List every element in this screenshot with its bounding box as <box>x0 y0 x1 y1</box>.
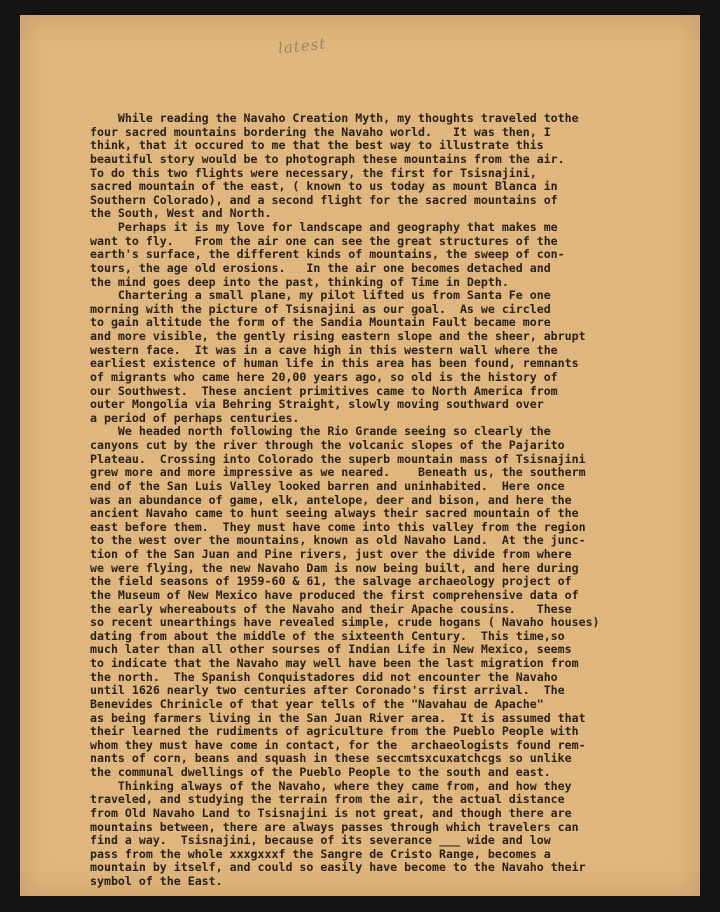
text-line: pass from the whole xxxgxxxf the Sangre de Cristo Range, becomes a <box>90 846 551 861</box>
text-line: outer Mongolia via Behring Straight, slowly moving southward over <box>90 397 544 412</box>
text-line: We headed north following the Rio Grande seeing so clearly the <box>90 424 551 439</box>
text-line: to gain altitude the form of the Sandia Mountain Fault became more <box>90 315 551 330</box>
text-line: our Southwest. These ancient primitives came to North America from <box>90 383 558 398</box>
text-line: four sacred mountains bordering the Navaho world. It was then, I <box>90 124 551 139</box>
text-line: earth's surface, the different kinds of mountains, the sweep of con- <box>90 247 565 262</box>
text-line: beautiful story would be to photograph these mountains from the air. <box>90 151 565 166</box>
text-line: end of the San Luis Valley looked barren and uninhabited. Here once <box>90 478 565 493</box>
text-line: Southern Colorado), and a second flight for the sacred mountains of <box>90 192 558 207</box>
text-line: mountains between, there are always passes through which travelers can <box>90 819 579 834</box>
text-line: To do this two flights were necessary, the first for Tsisnajini, <box>90 165 537 180</box>
text-line: we were flying, the new Navaho Dam is now being built, and here during <box>90 560 579 575</box>
text-line: and more visible, the gently rising eastern slope and the sheer, abrupt <box>90 329 586 343</box>
text-line: Plateau. Crossing into Colorado the superb mountain mass of Tsisnajini <box>90 451 586 466</box>
text-line: the field seasons of 1959-60 & 61, the salvage archaeology project of <box>90 574 572 589</box>
text-line: a period of perhaps centuries. <box>90 410 300 425</box>
text-line: symbol of the East. <box>90 874 223 888</box>
text-line: canyons cut by the river through the volcanic slopes of the Pajarito <box>90 438 565 452</box>
text-line: of migrants who came here 20,00 years ago, so old is the history of <box>90 369 558 384</box>
text-line: find a way. Tsisnajini, because of its severance ___ wide and low <box>90 833 551 848</box>
text-line: earliest existence of human life in this area has been found, remnants <box>90 356 579 371</box>
text-line: While reading the Navaho Creation Myth, my thoughts traveled tothe <box>90 111 579 125</box>
text-line: so recent unearthings have revealed simple, crude hogans ( Navaho houses) <box>90 615 600 630</box>
text-line: Perhaps it is my love for landscape and geography that makes me <box>90 220 558 234</box>
text-line: until 1626 nearly two centuries after Coronado's first arrival. The <box>90 683 565 698</box>
text-line: nants of corn, beans and squash in these seccmtsxcuxatchcgs so unlike <box>90 751 572 766</box>
typed-page <box>20 15 700 896</box>
text-line: the South, West and North. <box>90 206 272 221</box>
text-line: was an abundance of game, elk, antelope, deer and bison, and here the <box>90 492 572 507</box>
text-line: want to fly. From the air one can see the great structures of the <box>90 233 558 248</box>
text-line: dating from about the middle of the sixteenth Century. This time,so <box>90 628 565 643</box>
text-line: mountain by itself, and could so easily have become to the Navaho their <box>90 860 586 875</box>
text-line: the mind goes deep into the past, thinking of Time in Depth. <box>90 274 509 289</box>
text-line: to indicate that the Navaho may well have been the last migration from <box>90 656 579 670</box>
text-line: tion of the San Juan and Pine rivers, just over the divide from where <box>90 547 572 561</box>
text-line: as being farmers living in the San Juan River area. It is assumed that <box>90 710 586 725</box>
text-line: ancient Navaho came to hunt seeing always their sacred mountain of the <box>90 506 579 521</box>
text-line: traveled, and studying the terrain from the air, the actual distance <box>90 792 565 807</box>
text-line: much later than all other sourses of Indian Life in New Mexico, seems <box>90 642 572 657</box>
text-line: western face. It was in a cave high in this western wall where the <box>90 342 558 357</box>
text-line: the early whereabouts of the Navaho and their Apache cousins. These <box>90 601 572 616</box>
handwritten-note: latest <box>277 34 328 58</box>
text-line: Thinking always of the Navaho, where they came from, and how they <box>90 778 572 793</box>
text-line: their learned the rudiments of agriculture from the Pueblo People with <box>90 724 579 739</box>
text-line: tours, the age old erosions. In the air one becomes detached and <box>90 260 551 275</box>
text-line: think, that it occured to me that the best way to illustrate this <box>90 138 544 153</box>
text-line: the Museum of New Mexico have produced the first comprehensive data of <box>90 587 579 602</box>
text-line: sacred mountain of the east, ( known to us today as mount Blanca in <box>90 179 558 194</box>
text-line: to the west over the mountains, known as old Navaho Land. At the junc- <box>90 533 586 548</box>
text-line: Chartering a small plane, my pilot lifted us from Santa Fe one <box>90 288 551 303</box>
text-line: the north. The Spanish Conquistadores did not encounter the Navaho <box>90 669 558 684</box>
text-line: whom they must have come in contact, for the archaeologists found rem- <box>90 737 586 752</box>
text-line: the communal dwellings of the Pueblo People to the south and east. <box>90 765 551 779</box>
text-line: Benevides Chrinicle of that year tells of the "Navahau de Apache" <box>90 696 544 711</box>
text-line: east before them. They must have come into this valley from the region <box>90 519 586 534</box>
text-line: morning with the picture of Tsisnajini as our goal. As we circled <box>90 301 551 316</box>
text-line: grew more and more impressive as we neared. Beneath us, the southerm <box>90 465 586 480</box>
typed-text-block <box>90 112 690 889</box>
text-line: from Old Navaho Land to Tsisnajini is not great, and though there are <box>90 805 572 820</box>
